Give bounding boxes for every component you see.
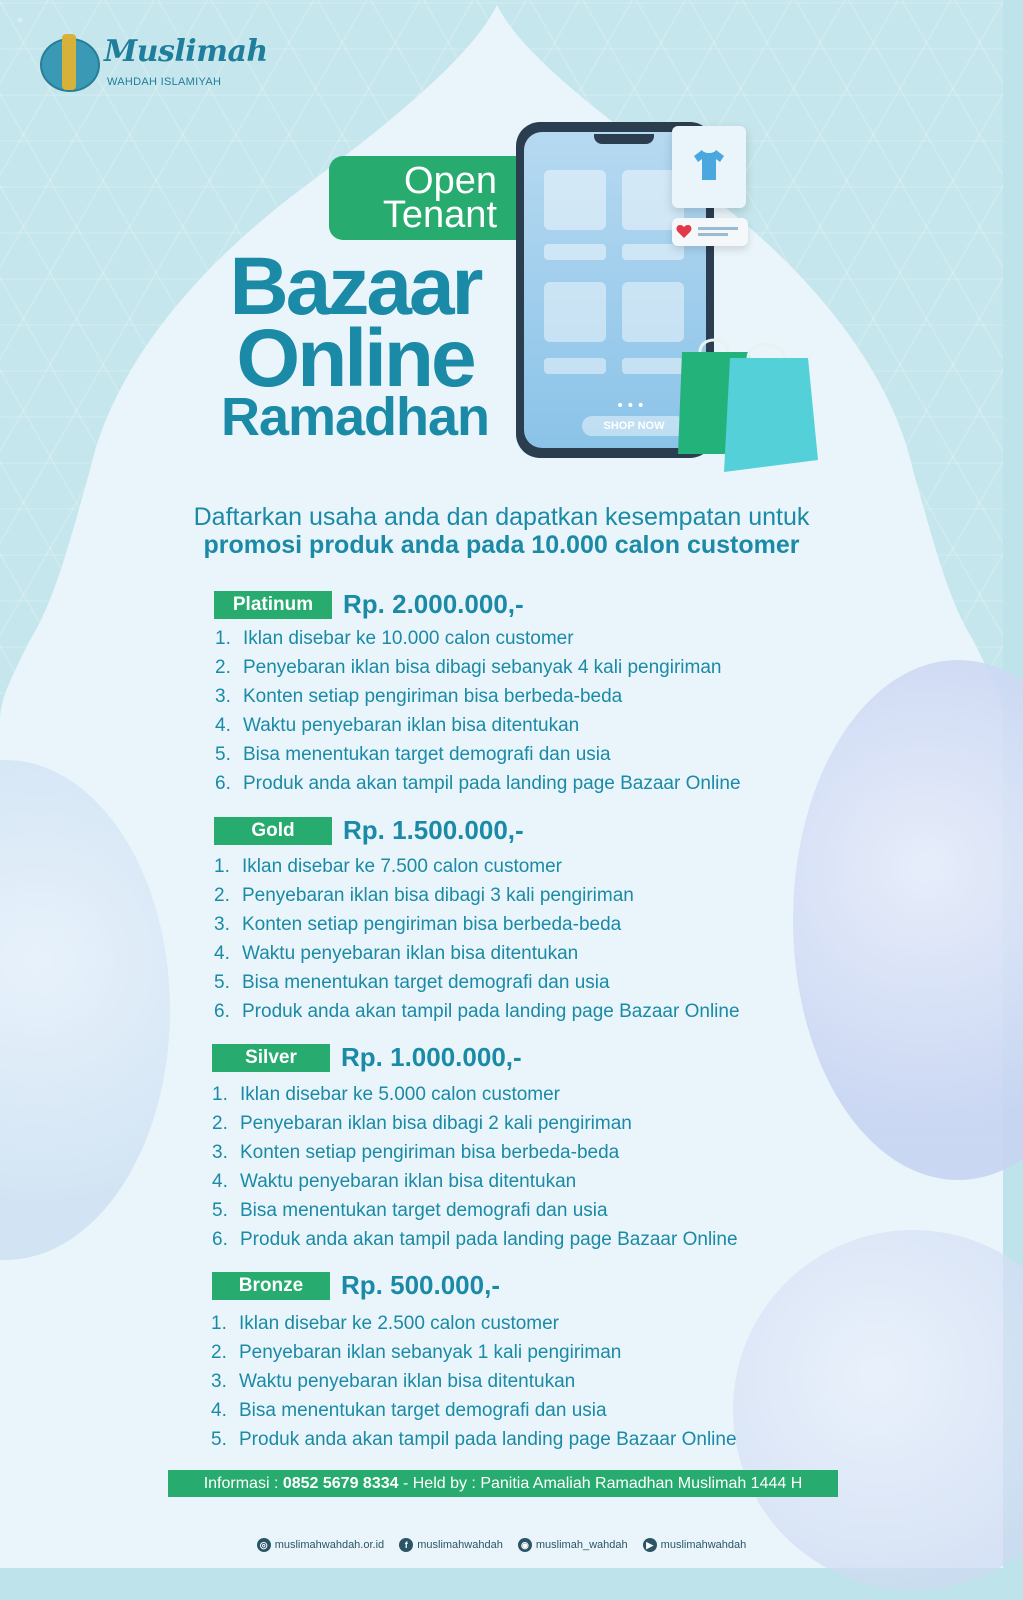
- contact-info-bar: [168, 1470, 838, 1497]
- product-card-caption: [544, 244, 606, 260]
- tier-price: Rp. 1.500.000,-: [343, 815, 524, 845]
- list-item: 1. Iklan disebar ke 5.000 calon customer: [212, 1084, 561, 1105]
- product-card-caption: [622, 358, 684, 374]
- title-online: Online: [236, 313, 474, 404]
- heart-icon: [672, 218, 748, 246]
- product-card-bread: [544, 170, 606, 230]
- list-item: 3. Konten setiap pengiriman bisa berbeda-beda: [212, 1142, 620, 1163]
- list-item: 4. Waktu penyebaran iklan bisa ditentukan: [212, 1171, 577, 1192]
- contact-phone[interactable]: 0852 5679 8334: [282, 1475, 399, 1492]
- list-item: 1. Iklan disebar ke 7.500 calon customer: [214, 856, 563, 877]
- info-label: Informasi :: [203, 1475, 283, 1492]
- product-card-caption: [622, 244, 684, 260]
- list-item: 5. Bisa menentukan target demografi dan usia: [214, 972, 610, 993]
- held-by-text: - Held by : Panitia Amaliah Ramadhan Muslimah 1444 H: [398, 1475, 803, 1492]
- floating-product-card: [672, 126, 746, 208]
- globe-icon: ◎: [257, 1538, 271, 1552]
- social-instagram-link[interactable]: [518, 1538, 628, 1552]
- list-item: 5. Bisa menentukan target demografi dan usia: [212, 1200, 608, 1221]
- list-item: 3. Konten setiap pengiriman bisa berbeda-beda: [214, 914, 622, 935]
- tagline-line2: promosi produk anda pada 10.000 calon customer: [203, 531, 800, 559]
- product-card-pants: [622, 282, 684, 342]
- tier-badge: Silver: [212, 1044, 330, 1072]
- list-item: 4. Waktu penyebaran iklan bisa ditentukan: [215, 715, 580, 736]
- product-card-caption: [544, 358, 606, 374]
- social-youtube-link[interactable]: [643, 1538, 747, 1552]
- facebook-icon: f: [399, 1538, 413, 1552]
- floating-like-card: [672, 218, 748, 246]
- shop-now-button: SHOP NOW: [582, 416, 686, 436]
- shopping-bag-icon: [724, 338, 818, 472]
- list-item: 6. Produk anda akan tampil pada landing page Bazaar Online: [215, 773, 741, 794]
- list-item: 2. Penyebaran iklan bisa dibagi sebanyak 4 kali pengiriman: [215, 657, 722, 678]
- tshirt-icon: [690, 146, 728, 184]
- list-item: 6. Produk anda akan tampil pada landing page Bazaar Online: [212, 1229, 738, 1250]
- list-item: 5. Bisa menentukan target demografi dan usia: [215, 744, 611, 765]
- social-facebook-link[interactable]: [399, 1538, 503, 1552]
- phone-notch: [594, 134, 654, 144]
- social-youtube-text: muslimahwahdah: [660, 1539, 747, 1551]
- list-item: 6. Produk anda akan tampil pada landing page Bazaar Online: [214, 1001, 740, 1022]
- list-item: 5. Produk anda akan tampil pada landing page Bazaar Online: [211, 1429, 737, 1450]
- list-item: 3. Waktu penyebaran iklan bisa ditentukan: [211, 1371, 576, 1392]
- youtube-icon: ▶: [643, 1538, 657, 1552]
- list-item: 3. Konten setiap pengiriman bisa berbeda-beda: [215, 686, 623, 707]
- list-item: 2. Penyebaran iklan bisa dibagi 3 kali pengiriman: [214, 885, 634, 906]
- instagram-icon: ◉: [518, 1538, 532, 1552]
- list-item: 2. Penyebaran iklan sebanyak 1 kali pengiriman: [211, 1342, 622, 1363]
- title-ramadhan: Ramadhan: [220, 387, 490, 447]
- logo-name: Muslimah: [104, 34, 268, 69]
- social-links: [0, 1538, 1003, 1552]
- social-website-text: muslimahwahdah.or.id: [274, 1539, 385, 1551]
- logo-subtitle: WAHDAH ISLAMIYAH: [107, 76, 222, 88]
- open-tenant-line2: Tenant: [382, 194, 497, 236]
- tagline-line1: Daftarkan usaha anda dan dapatkan kesempatan untuk: [193, 503, 810, 531]
- title-bazaar: Bazaar: [229, 241, 481, 332]
- tier-benefit-list: [215, 628, 741, 802]
- tier-badge: Platinum: [214, 591, 332, 619]
- list-item: 2. Penyebaran iklan bisa dibagi 2 kali pengiriman: [212, 1113, 632, 1134]
- open-tenant-line1: Open: [404, 160, 497, 202]
- product-card-hijab: [544, 282, 606, 342]
- tier-price: Rp. 500.000,-: [341, 1270, 500, 1300]
- social-instagram-text: muslimah_wahdah: [535, 1539, 628, 1551]
- tier-price: Rp. 2.000.000,-: [343, 589, 524, 619]
- tier-price: Rp. 1.000.000,-: [341, 1042, 522, 1072]
- social-website-link[interactable]: [257, 1538, 384, 1552]
- list-item: 1. Iklan disebar ke 2.500 calon customer: [211, 1313, 560, 1334]
- list-item: 1. Iklan disebar ke 10.000 calon customer: [215, 628, 574, 649]
- pagination-dots: •••: [616, 398, 647, 414]
- tier-badge: Gold: [214, 817, 332, 845]
- tier-badge: Bronze: [212, 1272, 330, 1300]
- brand-logo: [40, 34, 268, 94]
- logo-emblem-icon: [40, 38, 100, 92]
- social-facebook-text: muslimahwahdah: [417, 1539, 503, 1551]
- tier-benefit-list: [212, 1084, 738, 1258]
- open-tenant-banner: [329, 156, 519, 240]
- tier-benefit-list: [214, 856, 740, 1030]
- list-item: 4. Bisa menentukan target demografi dan usia: [211, 1400, 607, 1421]
- tier-benefit-list: [211, 1313, 737, 1458]
- list-item: 4. Waktu penyebaran iklan bisa ditentukan: [214, 943, 579, 964]
